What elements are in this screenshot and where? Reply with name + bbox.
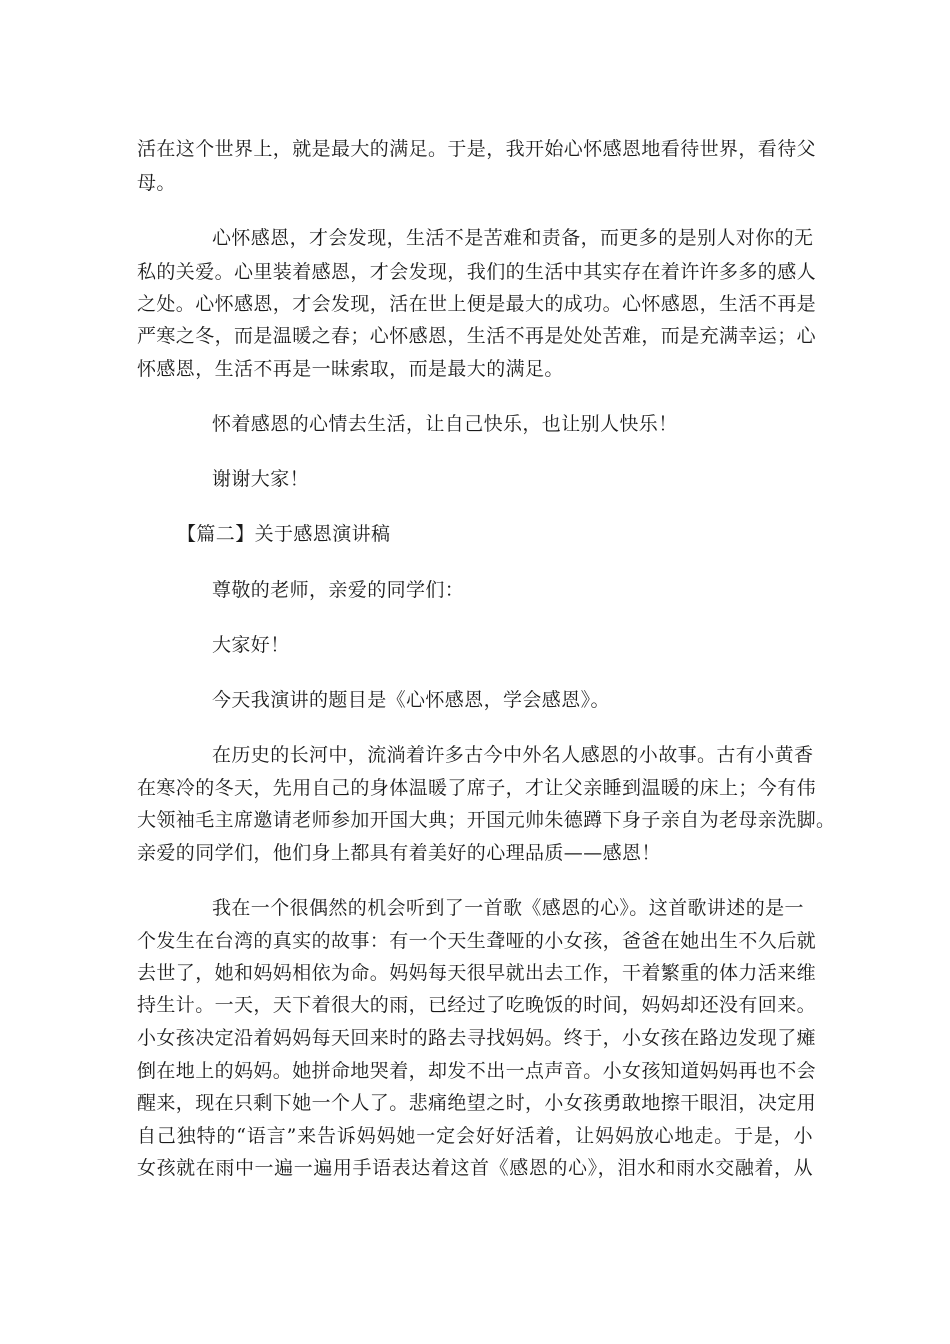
text-line: 小女孩决定沿着妈妈每天回来时的路去寻找妈妈。终于，小女孩在路边发现了瘫 <box>137 1027 817 1049</box>
text-line: 活在这个世界上，就是最大的满足。于是，我开始心怀感恩地看待世界，看待父 <box>137 138 817 160</box>
text-line: 私的关爱。心里装着感恩，才会发现，我们的生活中其实存在着许许多多的感人 <box>137 261 817 283</box>
text-line: 个发生在台湾的真实的故事：有一个天生聋哑的小女孩，爸爸在她出生不久后就 <box>137 930 817 952</box>
text-line: 大领袖毛主席邀请老师参加开国大典；开国元帅朱德蹲下身子亲自为老母亲洗脚。 <box>137 809 836 831</box>
text-line: 倒在地上的妈妈。她拼命地哭着，却发不出一点声音。小女孩知道妈妈再也不会 <box>137 1060 817 1082</box>
text-line: 怀感恩，生活不再是一昧索取，而是最大的满足。 <box>137 358 564 380</box>
text-line: 在寒冷的冬天，先用自己的身体温暖了席子，才让父亲睡到温暖的床上；今有伟 <box>137 777 817 799</box>
paragraph-first-line: 今天我演讲的题目是《心怀感恩，学会感恩》。 <box>212 689 610 711</box>
salutation: 尊敬的老师，亲爱的同学们： <box>212 579 465 601</box>
text-line: 亲爱的同学们，他们身上都具有着美好的心理品质——感恩！ <box>137 842 661 864</box>
text-line: 女孩就在雨中一遍一遍用手语表达着这首《感恩的心》，泪水和雨水交融着，从 <box>137 1157 813 1179</box>
text-line: 去世了，她和妈妈相依为命。妈妈每天很早就出去工作，干着繁重的体力活来维 <box>137 962 817 984</box>
text-line: 自己独特的“语言”来告诉妈妈她一定会好好活着，让妈妈放心地走。于是，小 <box>137 1125 813 1147</box>
text-line: 母。 <box>137 172 176 194</box>
text-line: 之处。心怀感恩，才会发现，活在世上便是最大的成功。心怀感恩，生活不再是 <box>137 293 817 315</box>
greeting: 大家好！ <box>212 634 290 656</box>
text-line: 严寒之冬，而是温暖之春；心怀感恩，生活不再是处处苦难，而是充满幸运；心 <box>137 325 817 347</box>
text-line: 醒来，现在只剩下她一个人了。悲痛绝望之时，小女孩勇敢地擦干眼泪，决定用 <box>137 1092 817 1114</box>
paragraph-first-line: 怀着感恩的心情去生活，让自己快乐，也让别人快乐！ <box>212 413 678 435</box>
section-heading: 【篇二】关于感恩演讲稿 <box>177 523 391 545</box>
closing-line: 谢谢大家！ <box>212 468 310 490</box>
paragraph-first-line: 在历史的长河中，流淌着许多古今中外名人感恩的小故事。古有小黄香 <box>212 744 814 766</box>
text-line: 持生计。一天，天下着很大的雨，已经过了吃晚饭的时间，妈妈却还没有回来。 <box>137 994 817 1016</box>
paragraph-first-line: 我在一个很偶然的机会听到了一首歌《感恩的心》。这首歌讲述的是一 <box>212 897 804 919</box>
paragraph-first-line: 心怀感恩，才会发现，生活不是苦难和责备，而更多的是别人对你的无 <box>212 227 814 249</box>
